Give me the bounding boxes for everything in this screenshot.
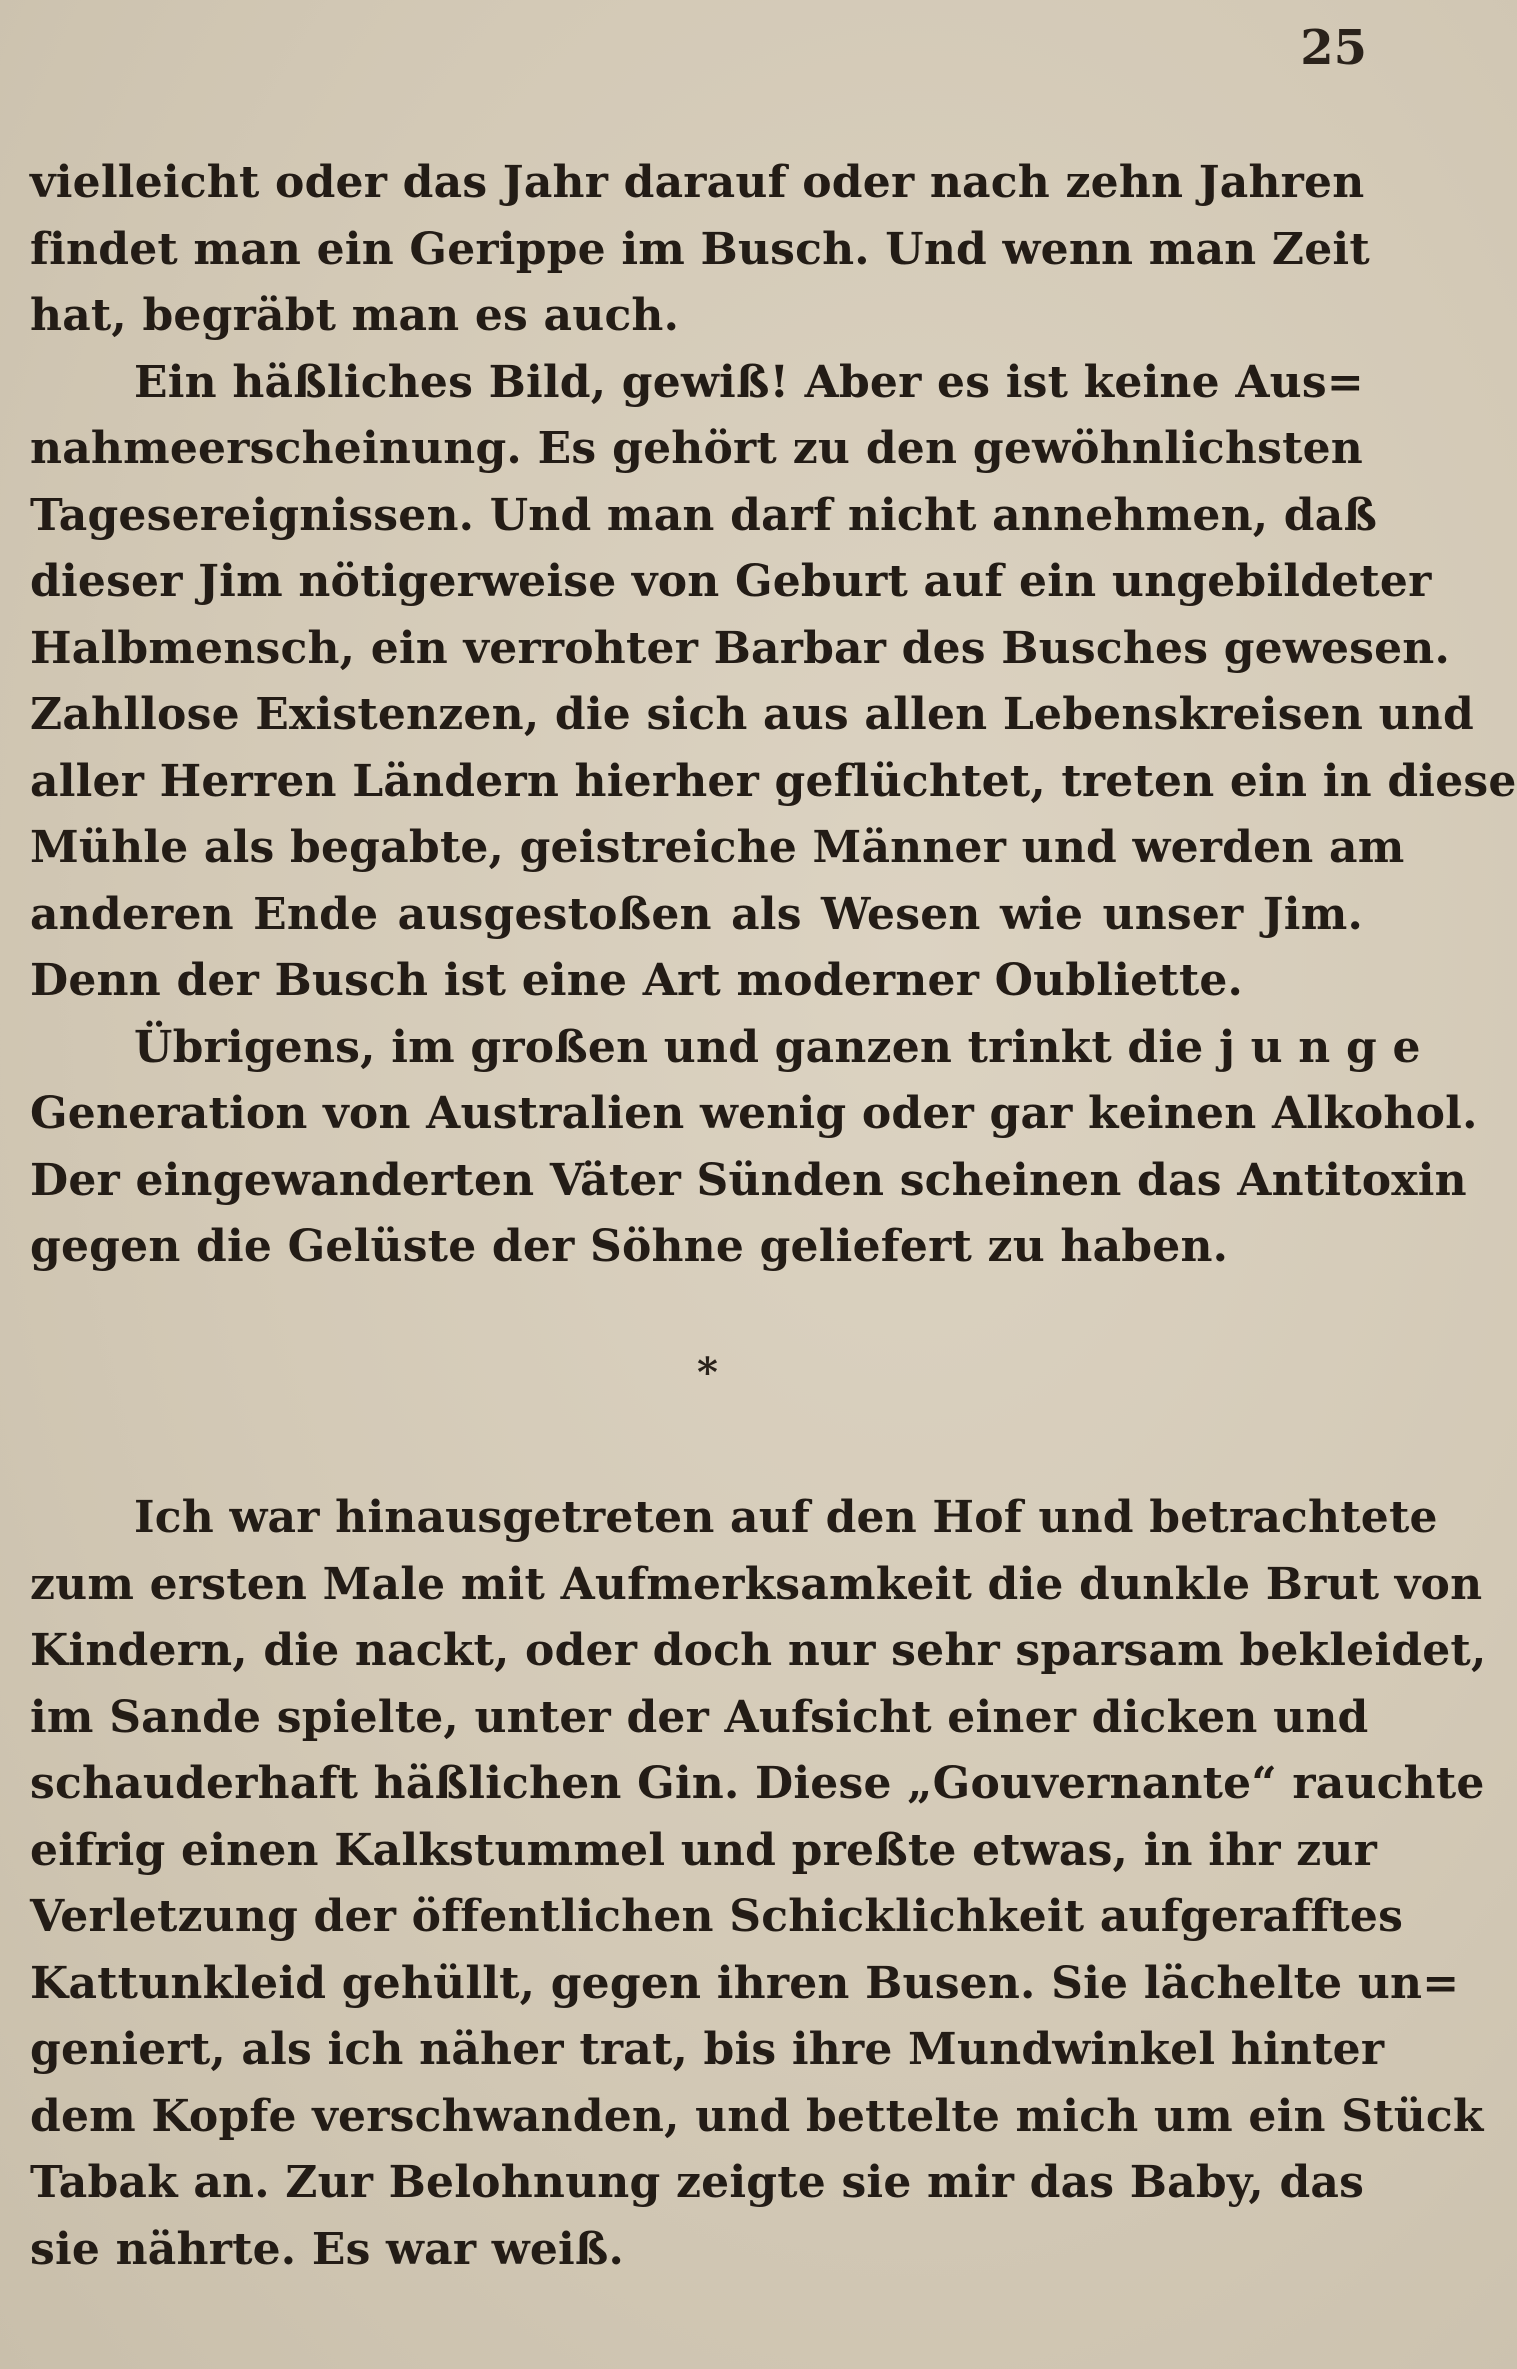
text-line: Kindern, die nackt, oder doch nur sehr sparsam bekleidet,	[30, 1625, 1487, 1676]
text-line: Kattunkleid gehüllt, gegen ihren Busen. Sie lächelte un=	[30, 1957, 1460, 2009]
text-line: Zahllose Existenzen, die sich aus allen Lebenskreisen und	[30, 689, 1474, 740]
text-line: dem Kopfe verschwanden, und bettelte mich um ein Stück	[30, 2090, 1484, 2142]
text-line: Generation von Australien wenig oder gar keinen Alkohol.	[30, 1088, 1478, 1139]
text-line: im Sande spielte, unter der Aufsicht einer dicken und	[30, 1691, 1369, 1743]
section-separator-asterism: *	[697, 1349, 718, 1396]
text-line: Der eingewanderten Väter Sünden scheinen das Antitoxin	[30, 1154, 1467, 1206]
text-line: Tagesereignissen. Und man darf nicht annehmen, daß	[30, 489, 1378, 541]
text-line: gegen die Gelüste der Söhne geliefert zu haben.	[30, 1221, 1229, 1272]
text-line: Verletzung der öffentlichen Schicklichkeit aufgerafftes	[30, 1891, 1404, 1942]
text-line: anderen Ende ausgestoßen als Wesen wie unser Jim.	[30, 888, 1363, 940]
text-line: Tabak an. Zur Belohnung zeigte sie mir das Baby, das	[30, 2157, 1365, 2208]
page-number: 25	[1300, 20, 1367, 76]
text-line: sie nährte. Es war weiß.	[30, 2223, 625, 2275]
text-line: vielleicht oder das Jahr darauf oder nach zehn Jahren	[30, 157, 1365, 208]
text-line: aller Herren Ländern hierher geflüchtet, treten ein in diese	[30, 755, 1517, 807]
text-line: nahmeerscheinung. Es gehört zu den gewöhnlichsten	[30, 423, 1363, 474]
text-section-two	[30, 1485, 1487, 2283]
text-line: Übrigens, im großen und ganzen trinkt die j u n g e	[134, 1021, 1421, 1073]
text-section-one	[30, 150, 1517, 1281]
text-line: dieser Jim nötigerweise von Geburt auf ein ungebildeter	[30, 556, 1432, 607]
text-line: Halbmensch, ein verrohter Barbar des Busches gewesen.	[30, 622, 1451, 674]
text-line: eifrig einen Kalkstummel und preßte etwas, in ihr zur	[30, 1824, 1377, 1876]
text-line: Ein häßliches Bild, gewiß! Aber es ist keine Aus=	[134, 356, 1364, 408]
text-line: findet man ein Gerippe im Busch. Und wenn man Zeit	[30, 223, 1370, 275]
text-line: Mühle als begabte, geistreiche Männer und werden am	[30, 822, 1405, 873]
text-line: Denn der Busch ist eine Art moderner Oubliette.	[30, 955, 1244, 1006]
text-line: schauderhaft häßlichen Gin. Diese „Gouvernante“ rauchte	[30, 1758, 1485, 1809]
text-line: hat, begräbt man es auch.	[30, 290, 680, 341]
text-line: Ich war hinausgetreten auf den Hof und betrachtete	[134, 1492, 1438, 1543]
text-line: zum ersten Male mit Aufmerksamkeit die dunkle Brut von	[30, 1558, 1483, 1610]
text-line: geniert, als ich näher trat, bis ihre Mundwinkel hinter	[30, 2024, 1385, 2075]
